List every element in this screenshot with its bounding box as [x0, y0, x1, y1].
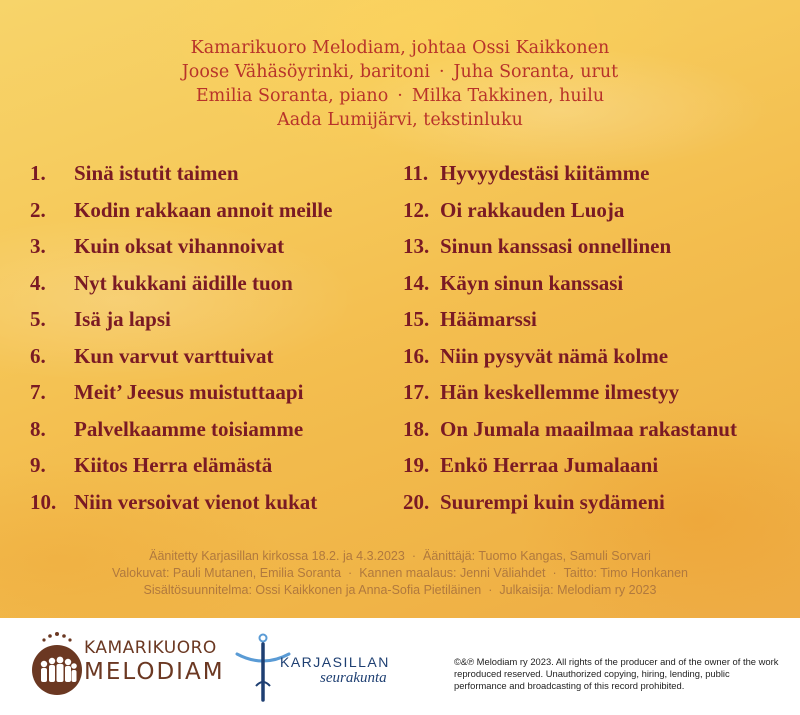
- track-item: [403, 233, 793, 270]
- track-item: [30, 197, 390, 234]
- track-number: 14.: [403, 270, 430, 295]
- track-number: 10.: [30, 489, 57, 514]
- track-item: [30, 343, 390, 380]
- track-item: [403, 489, 793, 526]
- track-item: [30, 233, 390, 270]
- choir-logo-text: [84, 638, 225, 686]
- track-number: 20.: [403, 489, 430, 514]
- track-title: Isä ja lapsi: [74, 307, 171, 331]
- track-title: Suurempi kuin sydämeni: [440, 489, 665, 514]
- track-title: Niin pysyvät nämä kolme: [440, 343, 669, 368]
- track-number: 11.: [403, 161, 429, 185]
- production-line-2: [0, 565, 800, 582]
- track-number: 9.: [30, 453, 46, 477]
- track-title: Sinun kanssasi onnellinen: [440, 234, 672, 258]
- credit-line-choir: Kamarikuoro Melodiam, johtaa Ossi Kaikkonen: [190, 38, 610, 58]
- track-title: Palvelkaamme toisiamme: [74, 416, 304, 441]
- choir-logo-line1: KAMARIKUORO: [84, 638, 217, 658]
- credit-separator: ·: [438, 62, 445, 82]
- track-number: 5.: [30, 307, 46, 331]
- track-title: Hän keskellemme ilmestyy: [440, 380, 680, 404]
- track-title: Sinä istutit taimen: [74, 161, 239, 185]
- track-item: [403, 416, 793, 453]
- track-title: On Jumala maailmaa rakastanut: [440, 416, 737, 441]
- credit-separator: ·: [397, 86, 403, 106]
- track-title: Niin versoivat vienot kukat: [74, 489, 318, 514]
- track-number: 12.: [403, 197, 430, 222]
- track-item: [403, 160, 793, 197]
- track-number: 19.: [403, 453, 430, 477]
- track-number: 15.: [403, 307, 430, 331]
- layout-credit: Taitto: Timo Honkanen: [563, 566, 689, 580]
- credit-flute: Milka Takkinen, huilu: [411, 86, 605, 106]
- credit-line-3: [0, 84, 800, 108]
- production-separator: ·: [348, 566, 353, 580]
- performer-credits: [0, 36, 800, 132]
- cover-painting-credit: Kannen maalaus: Jenni Väliahdet: [359, 566, 546, 580]
- track-title: Meit’ Jeesus muistuttaapi: [74, 380, 304, 404]
- track-number: 1.: [30, 161, 46, 185]
- track-item: [30, 270, 390, 307]
- copyright-notice: ©&℗ Melodiam ry 2023. All rights of the producer and of the owner of the work reproduced reserved. Unauthorized copying, hiring, lending, public performance and broadcasting of this record prohibited.: [454, 656, 779, 691]
- track-title: Oi rakkauden Luoja: [440, 197, 625, 222]
- track-item: [403, 343, 793, 380]
- parish-logo-line2: seurakunta: [320, 670, 387, 686]
- track-title: Käyn sinun kanssasi: [440, 270, 624, 295]
- track-item: [30, 306, 390, 343]
- track-title: Enkö Herraa Jumalaani: [440, 453, 659, 477]
- parish-logo-text: [280, 654, 390, 686]
- footer-logos: [0, 618, 800, 715]
- photo-credit: Valokuvat: Pauli Mutanen, Emilia Soranta: [111, 566, 342, 580]
- production-separator: ·: [411, 549, 416, 563]
- track-item: [403, 379, 793, 416]
- track-item: [30, 489, 390, 526]
- content-planning-credit: Sisältösuunnitelma: Ossi Kaikkonen ja Anna-Sofia Pietiläinen: [143, 583, 482, 597]
- credit-baritone: Joose Vähäsöyrinki, baritoni: [181, 62, 430, 82]
- tracklist-left: [30, 160, 390, 525]
- tracklist-right: [403, 160, 793, 525]
- credit-organ: Juha Soranta, urut: [453, 62, 619, 82]
- track-item: [403, 270, 793, 307]
- track-number: 17.: [403, 380, 430, 404]
- track-number: 3.: [30, 234, 46, 258]
- track-number: 16.: [403, 343, 430, 368]
- track-item: [403, 306, 793, 343]
- track-number: 7.: [30, 380, 46, 404]
- parish-logo-line1: KARJASILLAN: [280, 654, 390, 670]
- production-separator: ·: [488, 583, 493, 597]
- track-number: 6.: [30, 343, 46, 368]
- track-item: [30, 452, 390, 489]
- credit-line-reader: Aada Lumijärvi, tekstinluku: [277, 110, 523, 130]
- track-title: Kodin rakkaan annoit meille: [74, 197, 333, 222]
- choir-logo-line2: MELODIAM: [84, 659, 225, 685]
- credit-piano: Emilia Soranta, piano: [195, 86, 389, 106]
- production-separator: ·: [552, 566, 557, 580]
- publisher-credit: Julkaisija: Melodiam ry 2023: [499, 583, 657, 597]
- track-title: Nyt kukkani äidille tuon: [74, 270, 293, 295]
- track-item: [403, 197, 793, 234]
- track-item: [30, 416, 390, 453]
- track-title: Kuin oksat vihannoivat: [74, 234, 285, 258]
- track-title: Häämarssi: [440, 307, 537, 331]
- track-title: Kiitos Herra elämästä: [74, 453, 273, 477]
- track-number: 2.: [30, 197, 46, 222]
- production-line-1: [0, 548, 800, 565]
- track-title: Kun varvut varttuivat: [74, 343, 274, 368]
- track-title: Hyvyydestäsi kiitämme: [440, 161, 650, 185]
- track-item: [30, 379, 390, 416]
- track-number: 13.: [403, 234, 430, 258]
- track-number: 18.: [403, 416, 430, 441]
- production-line-3: [0, 582, 800, 599]
- track-item: [30, 160, 390, 197]
- production-credits: [0, 548, 800, 599]
- track-number: 8.: [30, 416, 46, 441]
- track-number: 4.: [30, 270, 46, 295]
- credit-line-2: [0, 60, 800, 84]
- track-item: [403, 452, 793, 489]
- recording-info: Äänitetty Karjasillan kirkossa 18.2. ja 4.3.2023: [149, 549, 405, 563]
- recording-engineer: Äänittäjä: Tuomo Kangas, Samuli Sorvari: [422, 549, 651, 563]
